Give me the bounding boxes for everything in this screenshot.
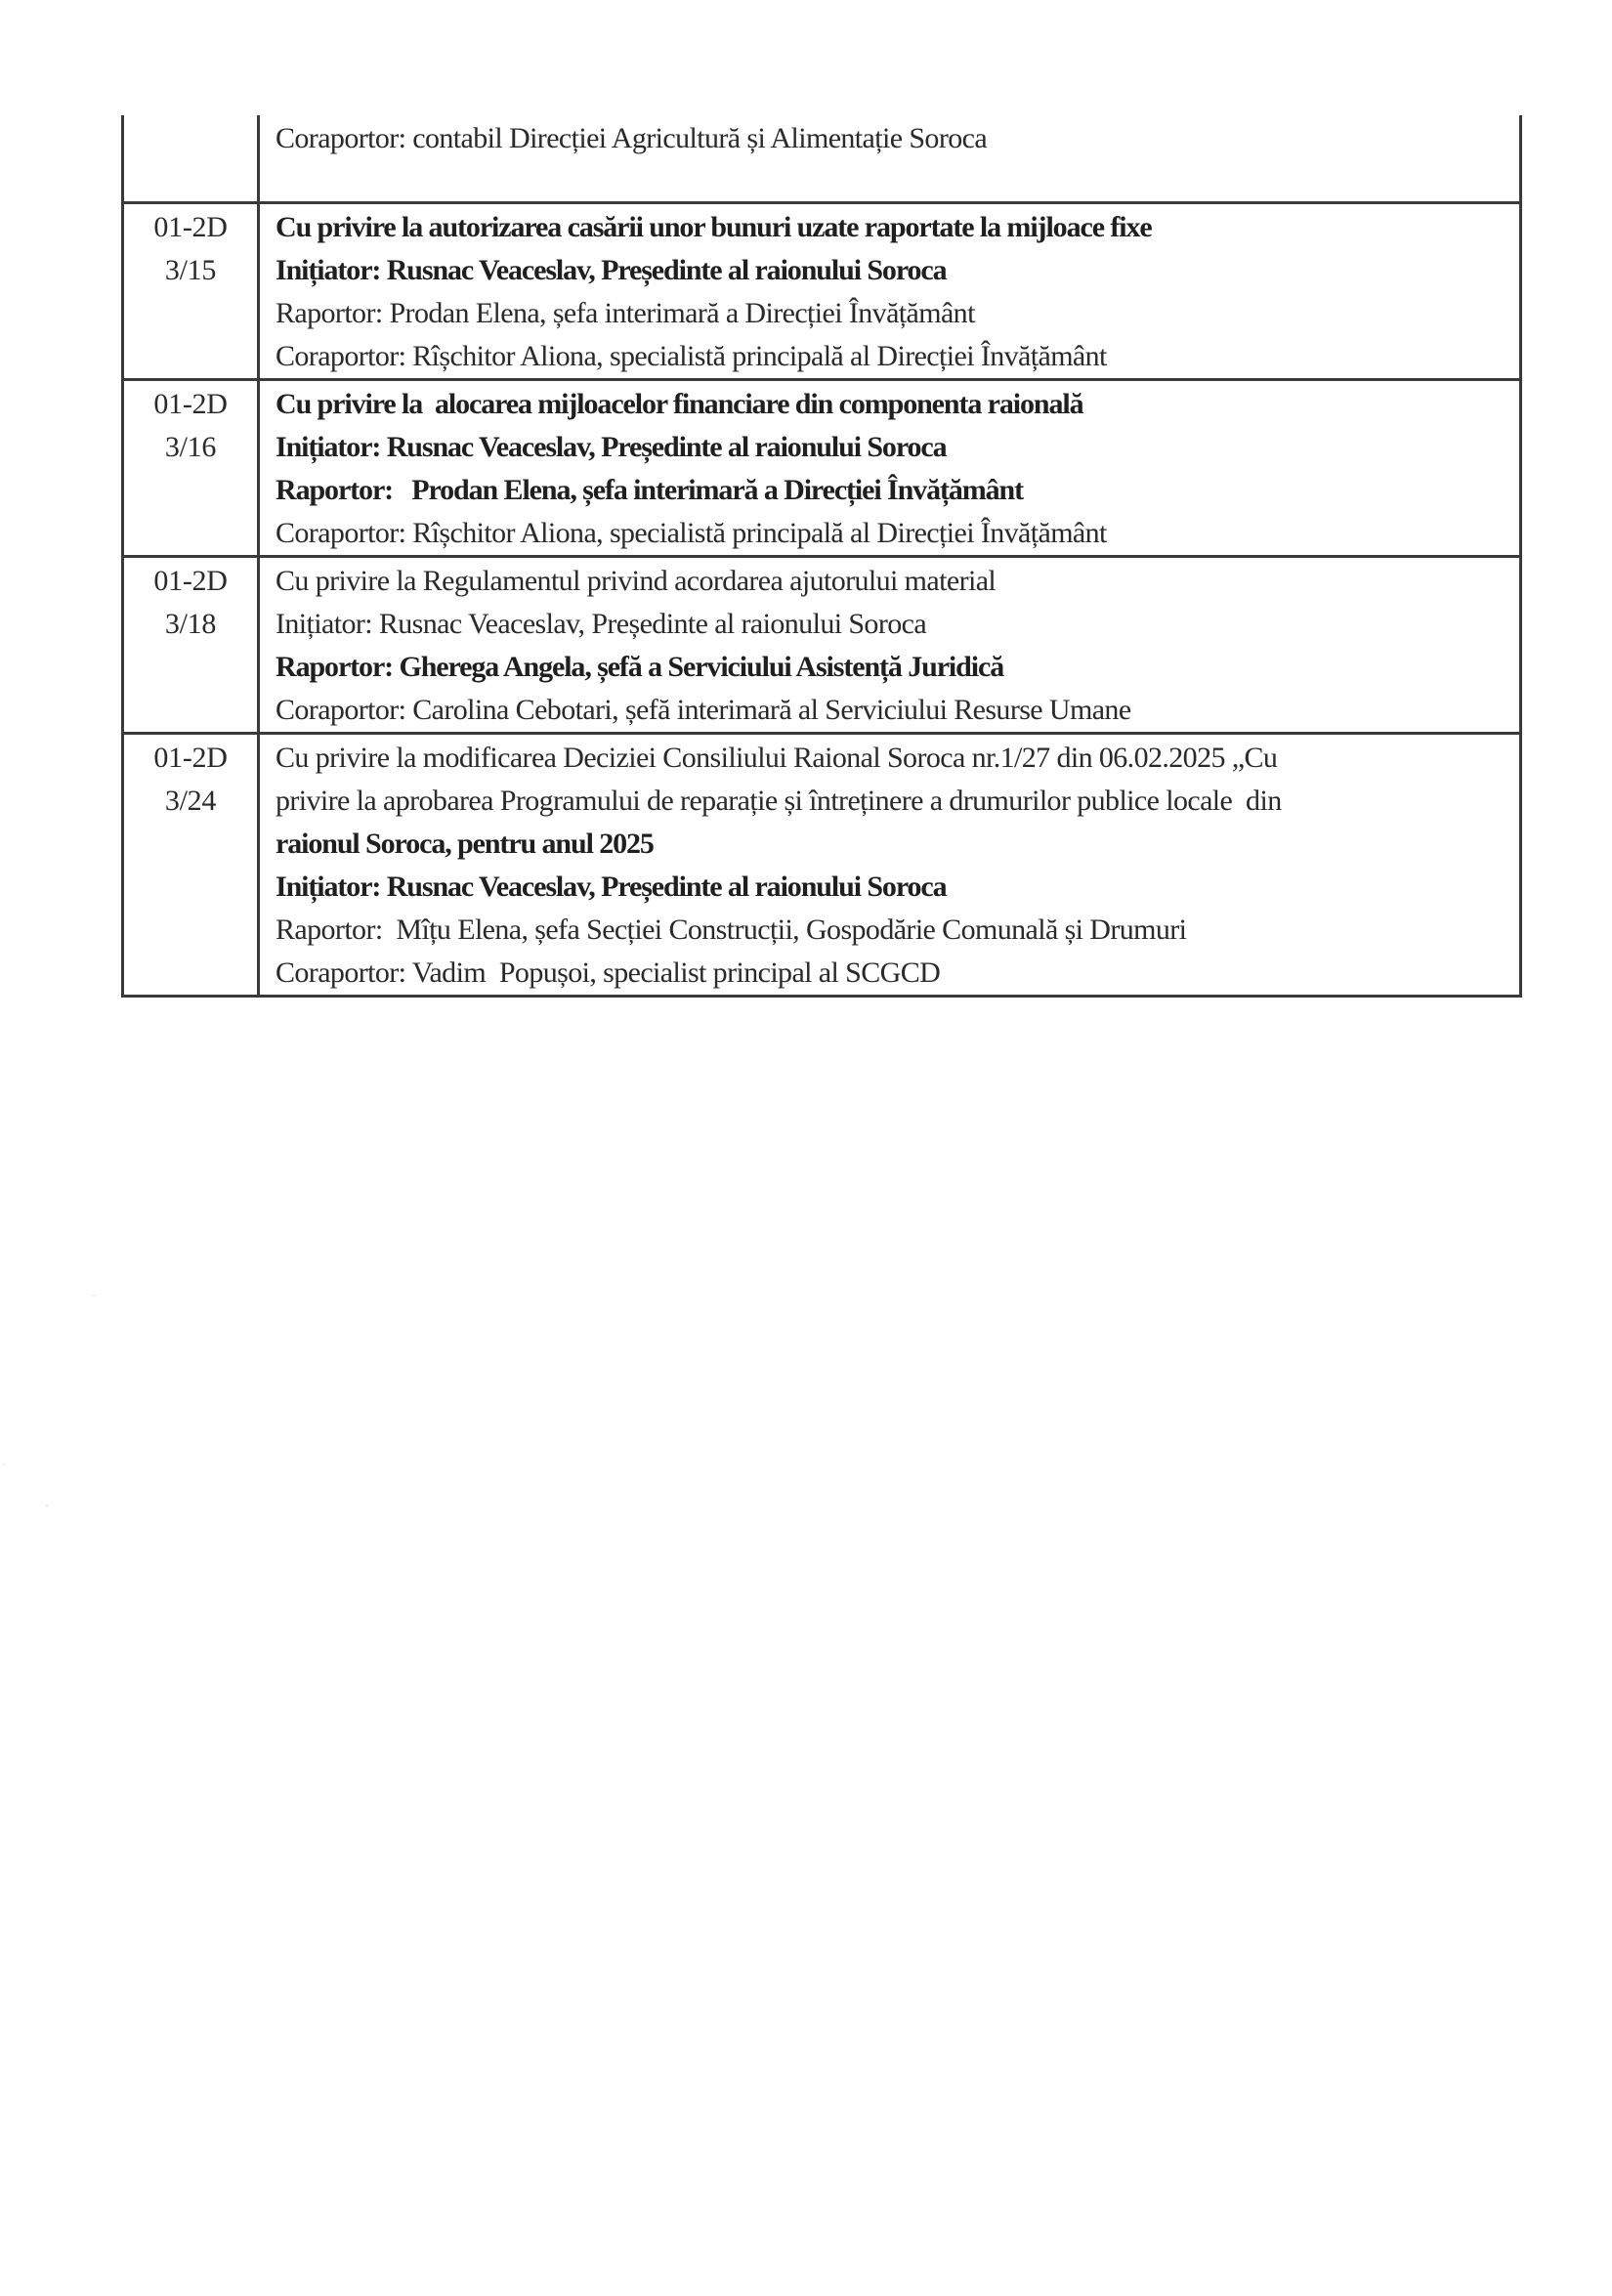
item-title-line-1: Cu privire la modificarea Deciziei Consiliului Raional Soroca nr.1/27 din 06.02.2025 „Cu xyxy=(276,742,1278,774)
item-body-cell xyxy=(259,115,1521,203)
coraportor-line: Coraportor: Rîșchitor Aliona, specialistă principală al Direcției Învățământ xyxy=(276,340,1107,372)
raportor-line: Raportor: Mîțu Elena, șefa Secției Construcții, Gospodărie Comunală și Drumuri xyxy=(276,914,1187,946)
item-number: 3/24 xyxy=(164,785,217,817)
coraportor-line: Coraportor: Rîșchitor Aliona, specialistă principală al Direcției Învățământ xyxy=(276,517,1107,549)
raportor-line: Raportor: Prodan Elena, șefa interimară a Direcției Învățământ xyxy=(276,474,1024,506)
scan-speckle xyxy=(93,1295,95,1297)
coraportor-line: Coraportor: Vadim Popușoi, specialist principal al SCGCD xyxy=(276,957,941,989)
table-row xyxy=(123,380,1521,557)
initiator-line: Inițiator: Rusnac Veaceslav, Președinte al raionului Soroca xyxy=(276,254,947,286)
item-title-line-3: raionul Soroca, pentru anul 2025 xyxy=(276,828,654,860)
item-number: 3/16 xyxy=(164,431,217,463)
initiator-line: Inițiator: Rusnac Veaceslav, Președinte al raionului Soroca xyxy=(276,871,947,903)
item-body-cell xyxy=(259,203,1521,380)
coraportor-line: Coraportor: Carolina Cebotari, șefă interimară al Serviciului Resurse Umane xyxy=(276,694,1131,726)
item-title-line-2: privire la aprobarea Programului de reparație și întreținere a drumurilor publice locale din xyxy=(276,785,1282,817)
item-body-cell xyxy=(259,734,1521,997)
agenda-table xyxy=(121,115,1522,998)
item-number: 3/18 xyxy=(164,608,217,640)
item-register-code: 01-2D xyxy=(153,565,228,597)
initiator-line: Inițiator: Rusnac Veaceslav, Președinte al raionului Soroca xyxy=(276,431,947,463)
item-register-code: 01-2D xyxy=(153,211,228,243)
item-id-cell xyxy=(123,203,259,380)
item-id-cell xyxy=(123,380,259,557)
item-id-cell xyxy=(123,557,259,734)
item-body-cell xyxy=(259,557,1521,734)
item-id-cell xyxy=(123,115,259,203)
item-title: Cu privire la alocarea mijloacelor financiare din componenta raională xyxy=(276,388,1083,420)
item-number: 3/15 xyxy=(164,254,217,286)
initiator-line: Inițiator: Rusnac Veaceslav, Președinte al raionului Soroca xyxy=(276,608,927,640)
table-row xyxy=(123,203,1521,380)
scan-speckle xyxy=(46,1505,48,1507)
item-register-code: 01-2D xyxy=(153,388,228,420)
scan-speckle xyxy=(2,1464,5,1465)
item-title: Cu privire la autorizarea casării unor bunuri uzate raportate la mijloace fixe xyxy=(276,211,1152,243)
raportor-line: Raportor: Prodan Elena, șefa interimară a Direcției Învățământ xyxy=(276,297,975,329)
item-title: Cu privire la Regulamentul privind acordarea ajutorului material xyxy=(276,565,997,597)
raportor-line: Raportor: Gherega Angela, șefă a Serviciului Asistență Juridică xyxy=(276,651,1004,683)
item-register-code: 01-2D xyxy=(153,742,228,774)
table-row xyxy=(123,557,1521,734)
item-body-cell xyxy=(259,380,1521,557)
item-id-cell xyxy=(123,734,259,997)
table-row-continuation xyxy=(123,115,1521,203)
table-row xyxy=(123,734,1521,997)
coraportor-line: Coraportor: contabil Direcției Agricultură și Alimentație Soroca xyxy=(276,122,988,154)
